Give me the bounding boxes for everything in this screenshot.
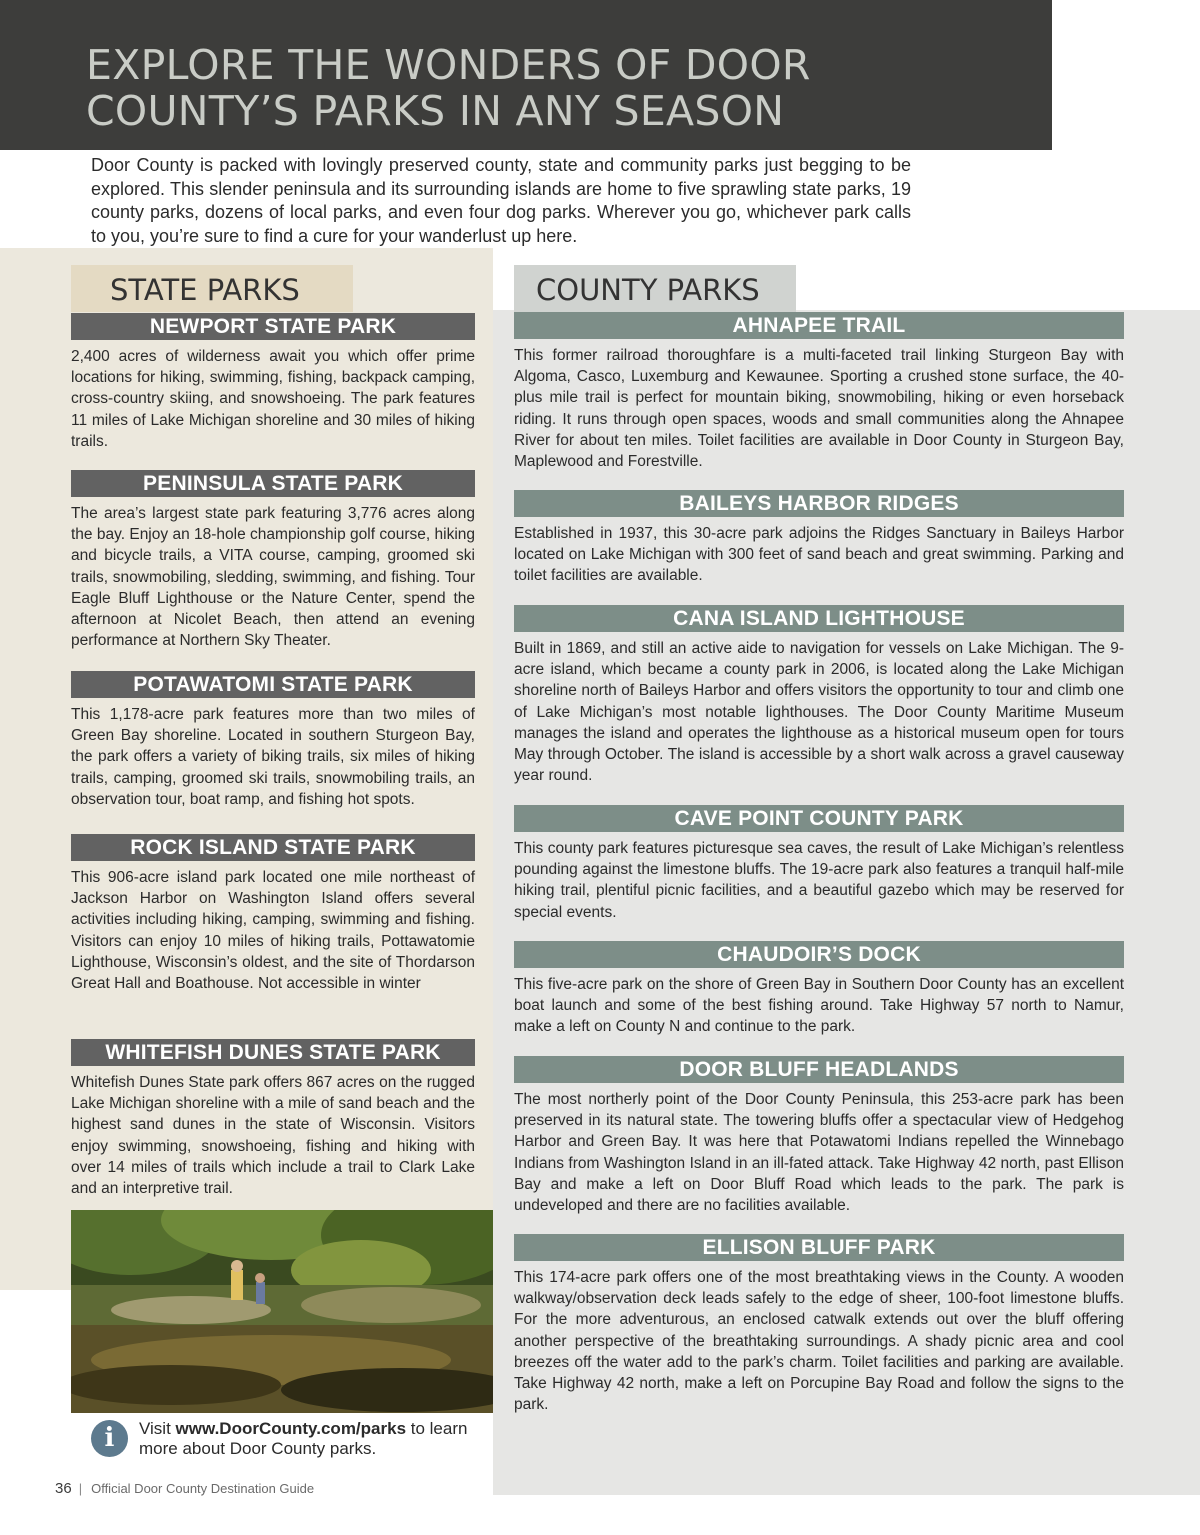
park-name-ellison-bluff: ELLISON BLUFF PARK (514, 1234, 1124, 1261)
info-suffix: to learn more about Door County parks. (139, 1419, 468, 1458)
park-name-cana-island-lighthouse: CANA ISLAND LIGHTHOUSE (514, 605, 1124, 632)
page-title-line-2: COUNTY’S PARKS IN ANY SEASON (86, 87, 785, 135)
park-description-cana-island-lighthouse: Built in 1869, and still an active aide to navigation for vessels on Lake Michigan. The 9-acre island, which became a county park in 2006, is located along the Lake Michigan shoreline north of Baileys Harbor and offers visitors the opportunity to tour and climb one of Lake Michigan’s most notable lighthouses. The Door County Maritime Museum manages the island and operates the lighthouse as a historical museum open for tours May through October. The island is accessible by a short walk across a gravel causeway year round. (514, 640, 1124, 785)
park-name-newport: NEWPORT STATE PARK (71, 313, 475, 340)
park-name-door-bluff-headlands: DOOR BLUFF HEADLANDS (514, 1056, 1124, 1083)
park-name-cave-point: CAVE POINT COUNTY PARK (514, 805, 1124, 832)
county-parks-heading: COUNTY PARKS (514, 265, 796, 312)
park-description-door-bluff-headlands: The most northerly point of the Door County Peninsula, this 253-acre park has been preserved in its natural state. The towering bluffs offer a spectacular view of Hedgehog Harbor and Green Bay. It was here that Potawatomi Indians repelled the Winnebago Indians from Washington Island in an ill-fated attack. Take Highway 42 north, past Ellison Bay and make a left on Door Bluff Road which leads to the park. The park is undeveloped and there are no facilities available. (514, 1091, 1124, 1215)
park-description-ahnapee-trail: This former railroad thoroughfare is a multi-faceted trail linking Sturgeon Bay with Algoma, Casco, Luxemburg and Kewaunee. Sporting a crushed stone surface, the 40-plus mile trail is perfect for mountain biking, snowmobiling, hiking or even horseback riding. It runs through open spaces, woods and small communities along the Ahnapee River for about ten miles. Toilet facilities are available in Door County in Sturgeon Bay, Maplewood and Forestville. (514, 347, 1124, 471)
park-stream-photo-art (71, 1210, 493, 1413)
park-name-whitefish-dunes: WHITEFISH DUNES STATE PARK (71, 1039, 475, 1066)
park-description-baileys-harbor-ridges: Established in 1937, this 30-acre park adjoins the Ridges Sanctuary in Baileys Harbor located on Lake Michigan with 300 feet of sand beach and great swimming. Parking and toilet facilities are available. (514, 525, 1124, 585)
park-description-ellison-bluff: This 174-acre park offers one of the most breathtaking views in the County. A wooden walkway/observation deck leads safely to the edge of sheer, 100-foot limestone bluffs. For the more adventurous, an enclosed catwalk extends out over the bluff offering another perspective of the breathtaking surroundings. A shady picnic area and cool breezes off the water add to the park’s charm. Toilet facilities and parking are available. Take Highway 42 north, make a left on Porcupine Bay Road and follow the signs to the park. (514, 1269, 1124, 1414)
park-description-potawatomi: This 1,178-acre park features more than two miles of Green Bay shoreline. Located in southern Sturgeon Bay, the park offers a variety of biking trails, six miles of hiking trails, camping, groomed ski trails, snowmobiling trails, an observation tour, boat ramp, and fishing hot spots. (71, 706, 475, 808)
page-footer (55, 1480, 314, 1497)
park-name-ahnapee-trail: AHNAPEE TRAIL (514, 312, 1124, 339)
parks-website-link[interactable]: www.DoorCounty.com/parks (175, 1419, 407, 1438)
info-prefix: Visit (139, 1419, 176, 1438)
park-description-whitefish-dunes: Whitefish Dunes State park offers 867 acres on the rugged Lake Michigan shoreline with a mile of sand beach and the highest sand dunes in the state of Wisconsin. Visitors enjoy swimming, snowshoeing, fishing and hiking with over 14 miles of trails which include a trail to Clark Lake and an interpretive trail. (71, 1074, 475, 1198)
footer-separator: | (78, 1481, 83, 1496)
park-description-rock-island: This 906-acre island park located one mile northeast of Jackson Harbor on Washington Island offers several activities including hiking, camping, swimming and fishing. Visitors can enjoy 10 miles of hiking trails, Pottawatomie Lighthouse, Wisconsin’s oldest, and the site of Thordarson Great Hall and Boathouse. Not accessible in winter (71, 869, 475, 993)
park-description-cave-point: This county park features picturesque sea caves, the result of Lake Michigan’s relentless pounding against the limestone bluffs. The 19-acre park also features a tranquil half-mile hiking trail, plentiful picnic facilities, and a beautiful gazebo which may be reserved for special events. (514, 840, 1124, 921)
park-name-rock-island: ROCK ISLAND STATE PARK (71, 834, 475, 861)
park-name-baileys-harbor-ridges: BAILEYS HARBOR RIDGES (514, 490, 1124, 517)
page-title (86, 42, 1046, 134)
guide-title: Official Door County Destination Guide (91, 1481, 315, 1496)
park-description-peninsula: The area’s largest state park featuring 3,776 acres along the bay. Enjoy an 18-hole championship golf course, hiking and bicycle trails, a VITA course, camping, groomed ski trails, snowmobiling, sledding, swimming, and fishing. Tour Eagle Bluff Lighthouse or the Nature Center, spend the afternoon at Nicolet Beach, then attend an evening performance at Northern Sky Theater. (71, 505, 475, 650)
park-name-potawatomi: POTAWATOMI STATE PARK (71, 671, 475, 698)
park-description-newport: 2,400 acres of wilderness await you which offer prime locations for hiking, swimming, fishing, backpack camping, cross-country skiing, and snowshoeing. The park features 11 miles of Lake Michigan shoreline and 30 miles of hiking trails. (71, 348, 475, 450)
park-stream-photo (71, 1210, 493, 1413)
park-name-peninsula: PENINSULA STATE PARK (71, 470, 475, 497)
info-note (139, 1419, 479, 1459)
park-description-chaudoirs-dock: This five-acre park on the shore of Green Bay in Southern Door County has an excellent boat launch and some of the best fishing around. Take Highway 57 north to Namur, make a left on County N and continue to the park. (514, 976, 1124, 1036)
page-title-line-1: EXPLORE THE WONDERS OF DOOR (86, 41, 811, 89)
state-parks-heading: STATE PARKS (71, 265, 353, 312)
park-name-chaudoirs-dock: CHAUDOIR’S DOCK (514, 941, 1124, 968)
page-number: 36 (55, 1480, 72, 1497)
intro-paragraph: Door County is packed with lovingly preserved county, state and community parks just begging to be explored. This slender peninsula and its surrounding islands are home to five sprawling state parks, 19 county parks, dozens of local parks, and even four dog parks. Wherever you go, whichever park calls to you, you’re sure to find a cure for your wanderlust up here. (91, 155, 911, 246)
info-icon: i (91, 1420, 128, 1457)
